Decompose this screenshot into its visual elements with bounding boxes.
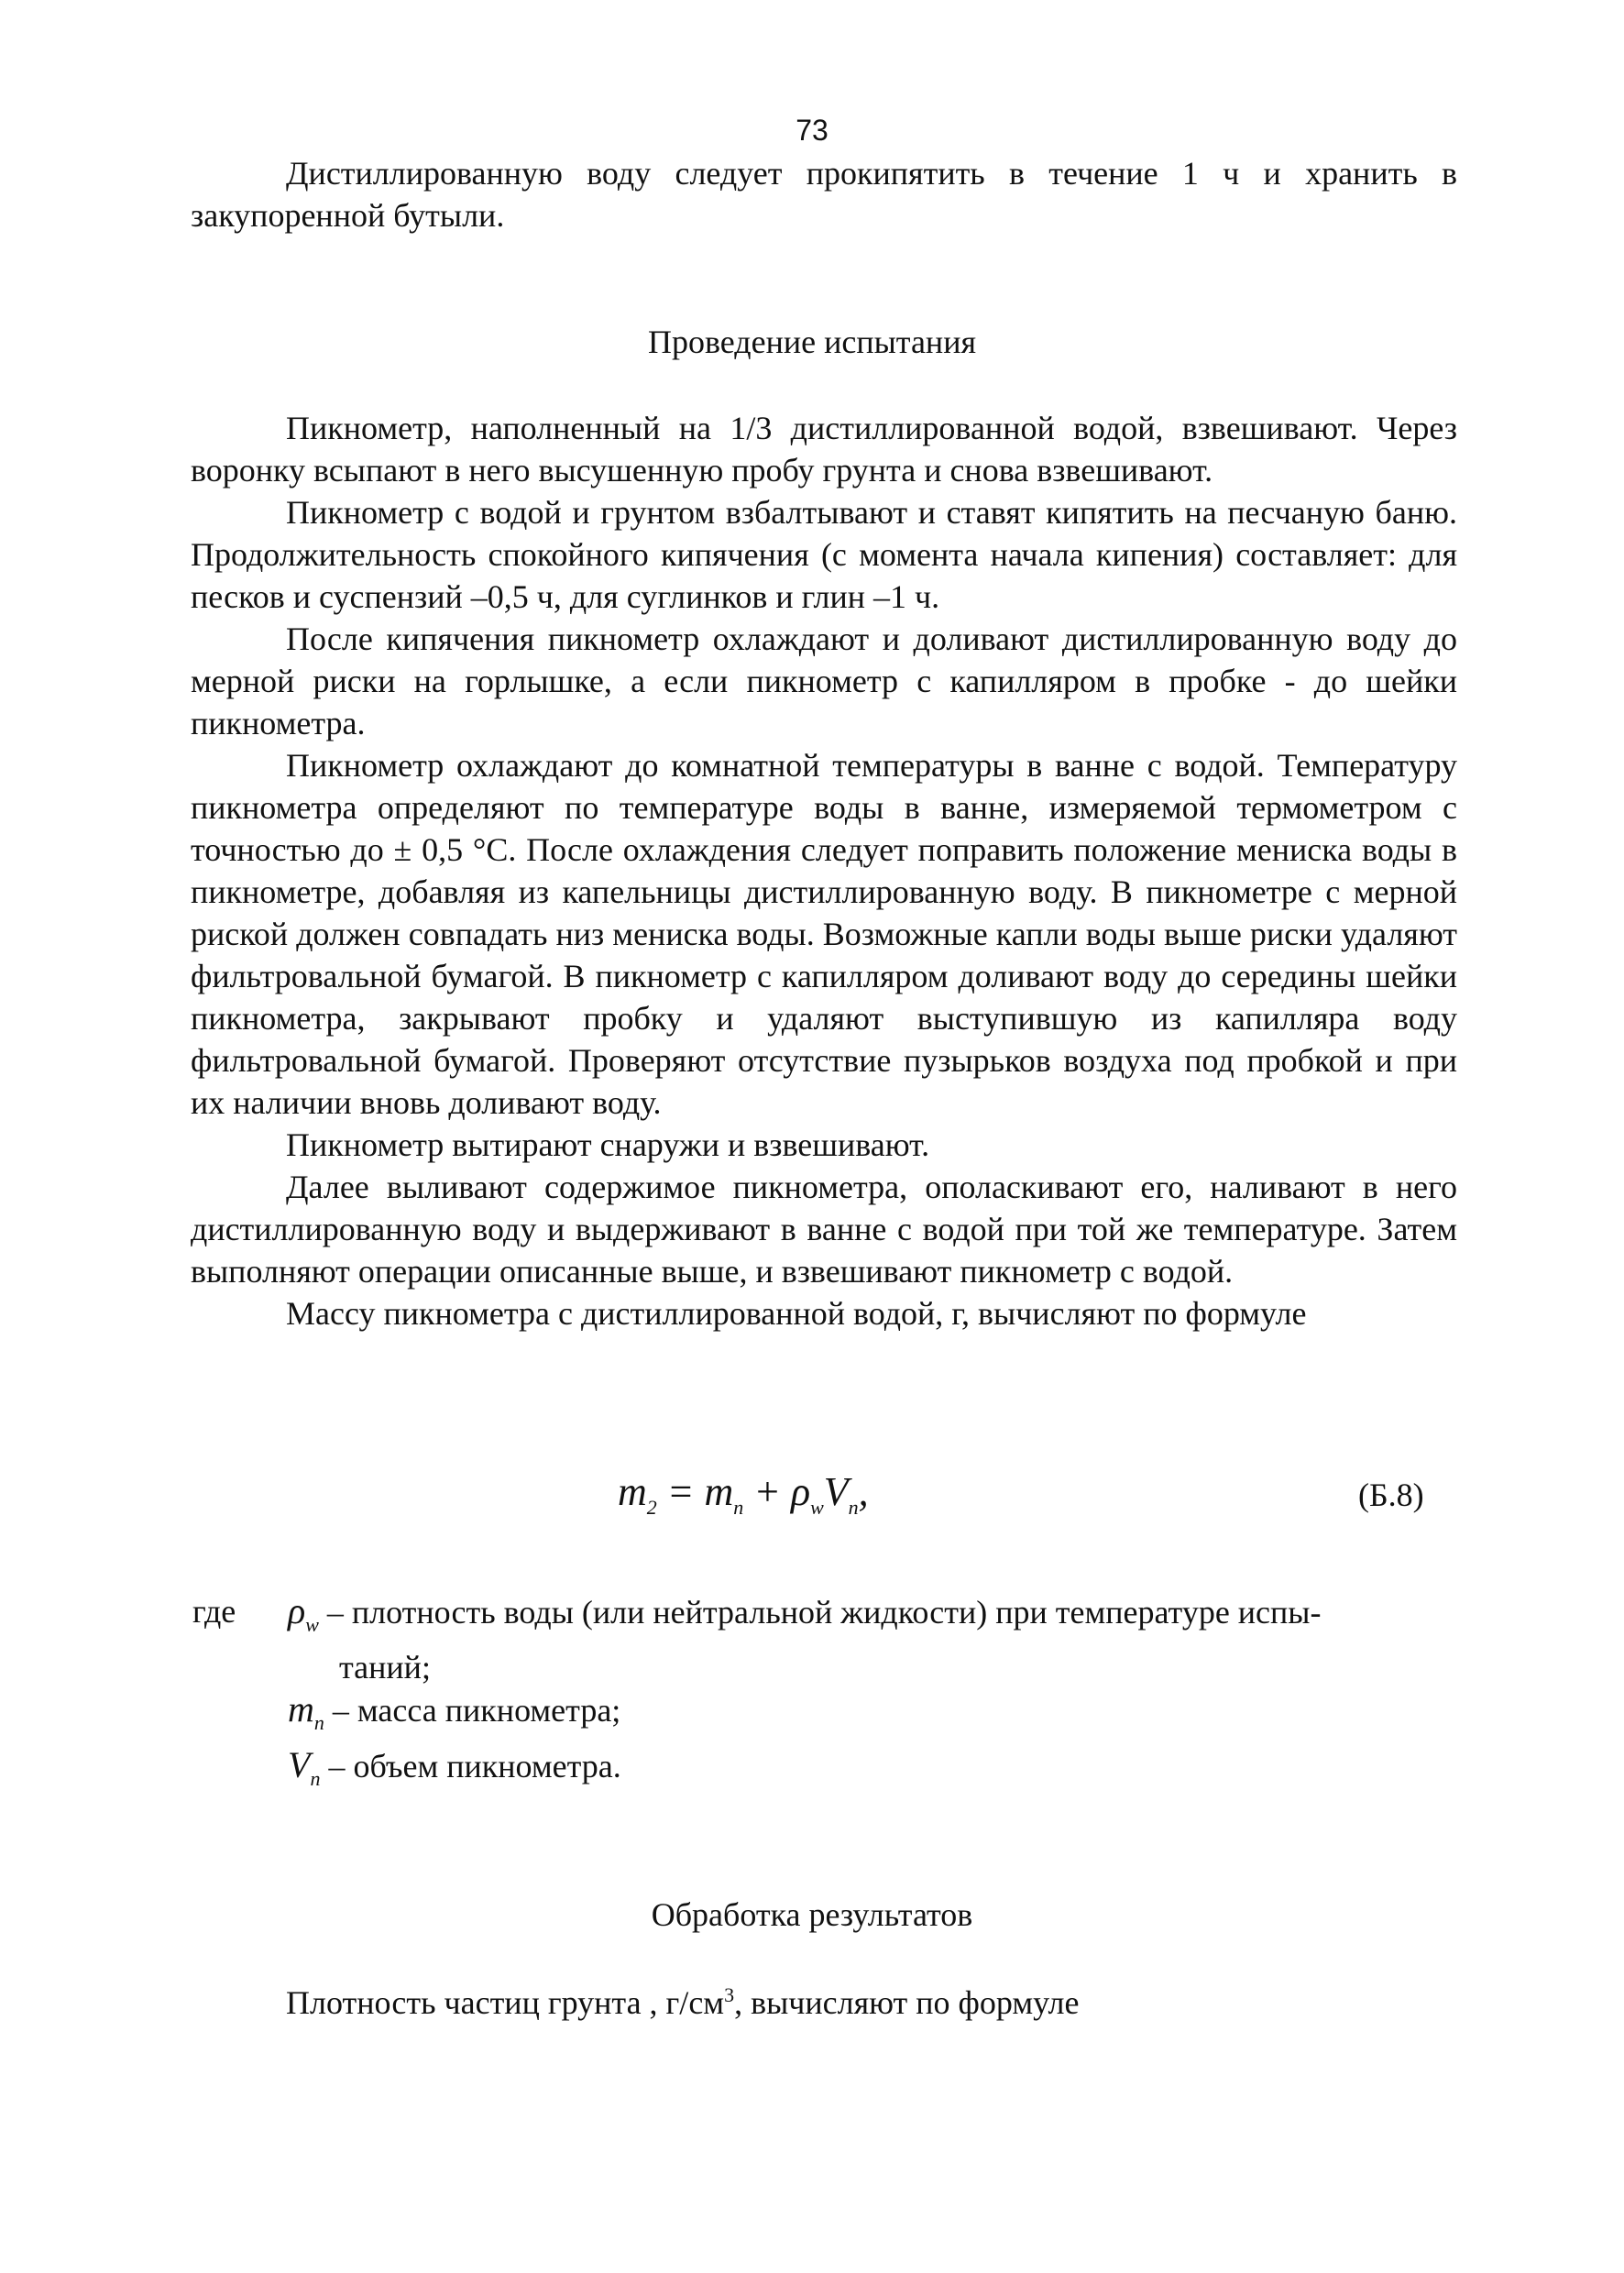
equation-number: (Б.8): [1358, 1477, 1424, 1513]
intro-line-1: Дистиллированную воду следует прокипятить в течение 1 ч и хранить в: [286, 155, 1457, 192]
paragraph-6: Далее выливают содержимое пикнометра, ополаскивают его, наливают в него дистиллированную воду и выдерживают в ванне с водой при той же температуре. Затем выполняют операции описанные выше, и взвешивают пикнометр с водой.: [191, 1169, 1457, 1290]
paragraph-1: Пикнометр, наполненный на 1/3 дистиллированной водой, взвешивают. Через воронку всыпают в него высушенную пробу грунта и снова взвешивают.: [191, 410, 1457, 489]
paragraph-4: Пикнометр охлаждают до комнатной температуры в ванне с водой. Температуру пикнометра определяют по температуре воды в ванне, измеряемой термометром с точностью до ± 0,5 °С. После охлаждения следует поправить положение мениска воды в пикнометре, добавляя из капельницы дистиллированную воду. В пикнометре с мерной риской должен совпадать низ мениска воды. Возможные капли воды выше риски удаляют фильтровальной бумагой. В пикнометр с капилляром доливают воду до середины шейки пикнометра, закрывают пробку и удаляют выступившую из капилляра воду фильтровальной бумагой. Проверяют отсутствие пузырьков воздуха под пробкой и при их наличии вновь доливают воду.: [191, 747, 1457, 1121]
formula-b8: [0, 1465, 1624, 1529]
legend-item-mn: $m_n$ – масса пикнометра;: [288, 1688, 621, 1734]
formula-legend: [192, 1590, 1457, 1800]
paragraph-2: Пикнометр с водой и грунтом взбалтывают и ставят кипятить на песчаную баню. Продолжительность спокойного кипячения (с момента начала кипения) составляет: для песков и суспензий –0,5 ч, для суглинков и глин –1 ч.: [191, 494, 1457, 615]
legend-item-rho: $\rho_w$ – плотность воды (или нейтральной жидкости) при температуре испы-: [288, 1590, 1322, 1636]
legend-where: где: [192, 1593, 236, 1630]
section-title-processing: Обработка результатов: [651, 1896, 973, 1933]
final-line: Плотность частиц грунта , $г/см^3$, вычисляют по формуле: [286, 1983, 1080, 2021]
paragraph-3: После кипячения пикнометр охлаждают и доливают дистиллированную воду до мерной риски на горлышке, а если пикнометр с капилляром в пробке - до шейки пикнометра.: [191, 620, 1457, 741]
intro-line-2: закупоренной бутыли.: [191, 197, 505, 234]
section-title-testing: Проведение испытания: [647, 324, 977, 360]
testing-text: [191, 407, 1457, 1334]
legend-item-rho-continuation: таний;: [339, 1649, 431, 1686]
page-number: 73: [796, 114, 828, 147]
intro-paragraph: [191, 152, 1457, 236]
paragraph-7: Массу пикнометра с дистиллированной водой, г, вычисляют по формуле: [286, 1295, 1307, 1332]
formula-expression: $m_2 = m_n + \rho_wV_n$,: [618, 1469, 869, 1519]
legend-item-vn: $V_n$ – объем пикнометра.: [288, 1744, 621, 1790]
paragraph-5: Пикнометр вытирают снаружи и взвешивают.: [286, 1126, 930, 1163]
